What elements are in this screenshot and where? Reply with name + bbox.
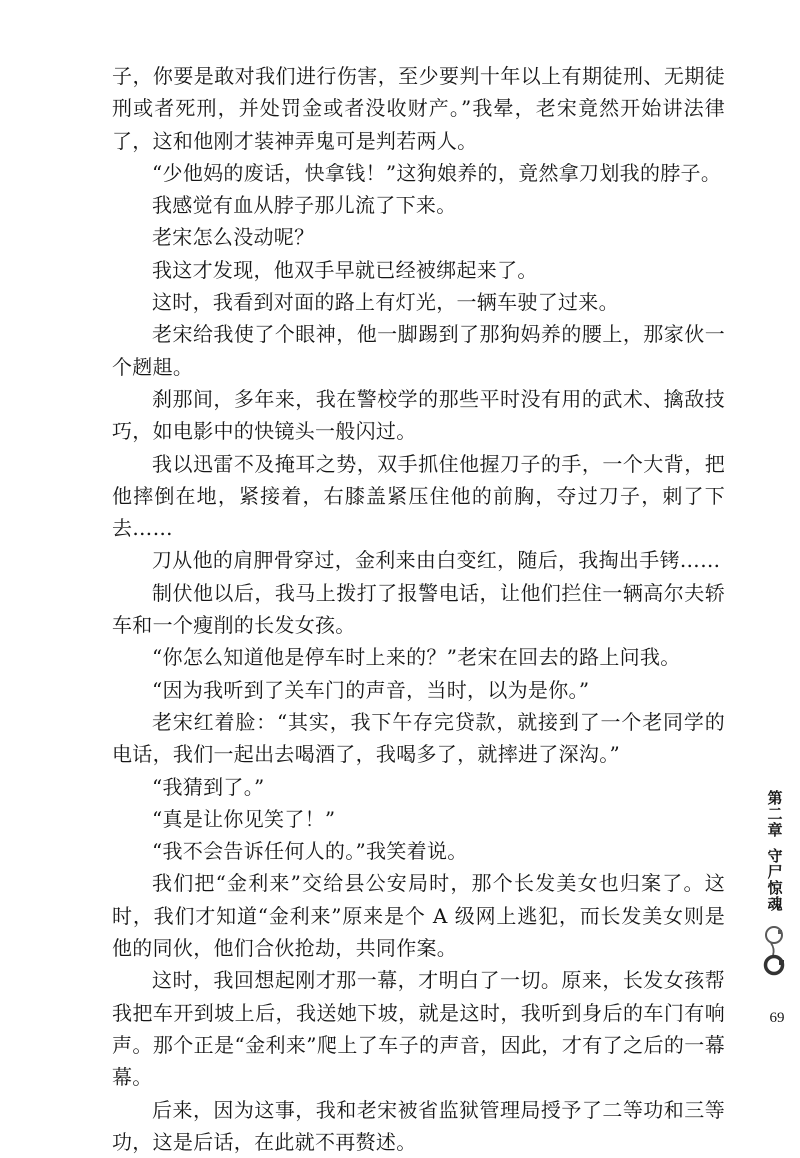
paragraph: 老宋给我使了个眼神，他一脚踢到了那狗妈养的腰上，那家伙一个趔趄。 [112, 318, 725, 383]
paragraph: “因为我听到了关车门的声音，当时，以为是你。” [112, 674, 725, 706]
paragraph: “少他妈的废话，快拿钱！”这狗娘养的，竟然拿刀划我的脖子。 [112, 157, 725, 189]
paragraph: “你怎么知道他是停车时上来的？”老宋在回去的路上问我。 [112, 641, 725, 673]
chapter-label: 第二章 [765, 790, 786, 838]
chapter-side-tab [760, 790, 790, 984]
handcuffs-icon [762, 922, 788, 984]
paragraph: “我不会告诉任何人的。”我笑着说。 [112, 835, 725, 867]
paragraph: 子，你要是敢对我们进行伤害，至少要判十年以上有期徒刑、无期徒刑或者死刑，并处罚金或者没收财产。”我晕，老宋竟然开始讲法律了，这和他刚才装神弄鬼可是判若两人。 [112, 60, 725, 157]
paragraph: “真是让你见笑了！” [112, 803, 725, 835]
paragraph: 刹那间，多年来，我在警校学的那些平时没有用的武术、擒敌技巧，如电影中的快镜头一般闪过。 [112, 383, 725, 448]
chapter-title: 守尸惊魂 [765, 848, 786, 912]
paragraph: 后来，因为这事，我和老宋被省监狱管理局授予了二等功和三等功，这是后话，在此就不再赘述。 [112, 1094, 725, 1158]
paragraph: 我感觉有血从脖子那儿流了下来。 [112, 189, 725, 221]
paragraph: 老宋怎么没动呢？ [112, 221, 725, 253]
paragraph: 这时，我回想起刚才那一幕，才明白了一切。原来，长发女孩帮我把车开到坡上后，我送她下坡，就是这时，我听到身后的车门有响声。那个正是“金利来”爬上了车子的声音，因此，才有了之后的一幕幕。 [112, 964, 725, 1093]
paragraph: “我猜到了。” [112, 771, 725, 803]
body-text [112, 60, 725, 1158]
paragraph: 刀从他的肩胛骨穿过，金利来由白变红，随后，我掏出手铐…… [112, 544, 725, 576]
paragraph: 这时，我看到对面的路上有灯光，一辆车驶了过来。 [112, 286, 725, 318]
paragraph: 我们把“金利来”交给县公安局时，那个长发美女也归案了。这时，我们才知道“金利来”原来是个 A 级网上逃犯，而长发美女则是他的同伙，他们合伙抢劫，共同作案。 [112, 867, 725, 964]
page-number: 69 [762, 1010, 792, 1027]
paragraph: 制伏他以后，我马上拨打了报警电话，让他们拦住一辆高尔夫轿车和一个瘦削的长发女孩。 [112, 577, 725, 642]
paragraph: 我这才发现，他双手早就已经被绑起来了。 [112, 254, 725, 286]
paragraph: 我以迅雷不及掩耳之势，双手抓住他握刀子的手，一个大背，把他摔倒在地，紧接着，右膝盖紧压住他的前胸，夺过刀子，刺了下去…… [112, 448, 725, 545]
paragraph: 老宋红着脸：“其实，我下午存完贷款，就接到了一个老同学的电话，我们一起出去喝酒了，我喝多了，就摔进了深沟。” [112, 706, 725, 771]
